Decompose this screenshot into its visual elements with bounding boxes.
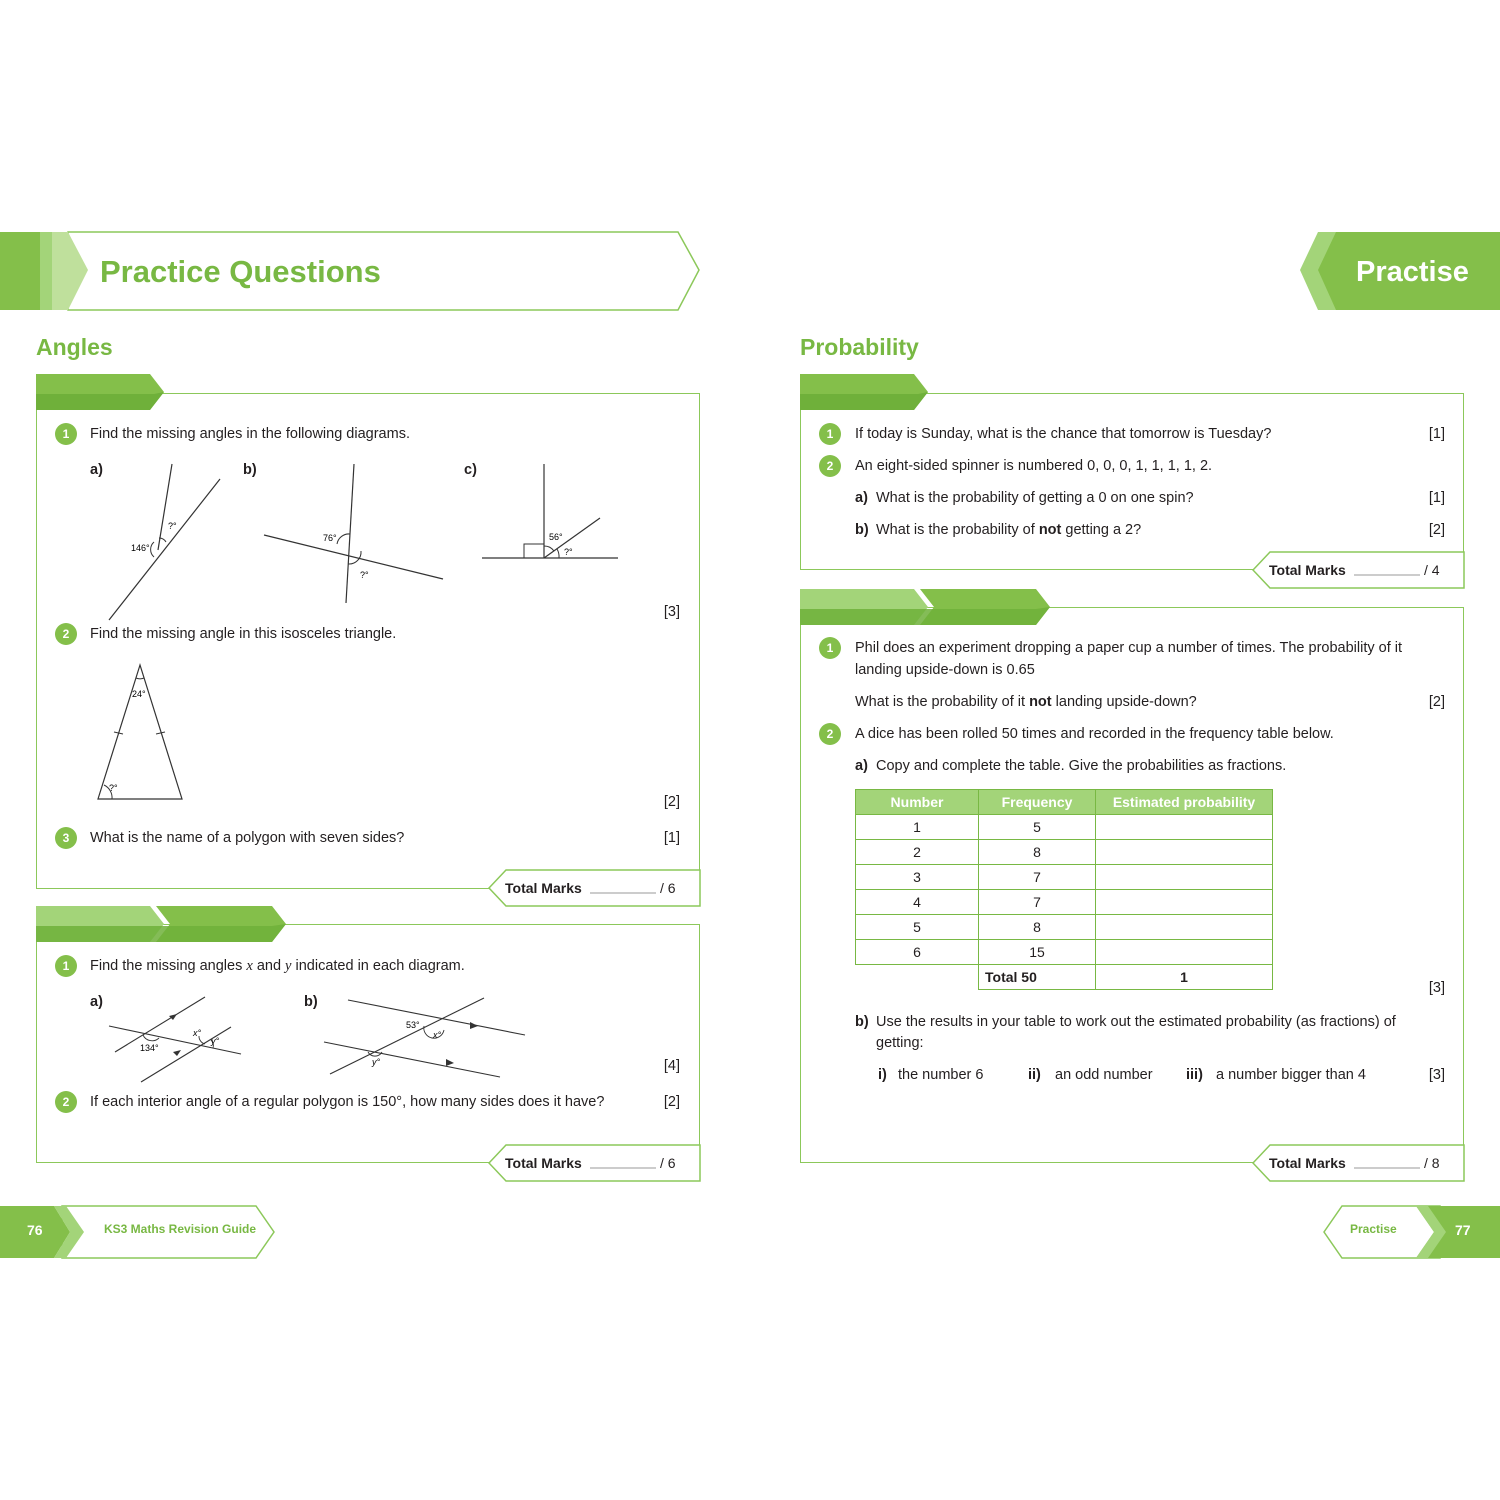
part-label: a) [855, 758, 868, 774]
total-marks-out-of: / 6 [660, 880, 676, 896]
question-text: getting: [876, 1035, 924, 1051]
table-header: Number [856, 790, 979, 815]
page-number-left: 76 [27, 1222, 43, 1238]
question-mark: [1] [1428, 490, 1445, 506]
table-total-prob: 1 [1096, 965, 1273, 990]
part-label: a) [90, 994, 103, 1010]
isosceles-triangle-diagram [90, 660, 190, 805]
question-number: 1 [55, 423, 77, 445]
question-mark: [2] [1428, 694, 1445, 710]
question-mark: [2] [663, 1094, 680, 1110]
parallel-lines-diagram-a [105, 992, 245, 1087]
question-text: What is the probability of not getting a 2? [876, 522, 1142, 538]
parallel-lines-diagram-b [320, 992, 530, 1082]
page-title: Practice Questions [100, 254, 381, 289]
question-text: the number 6 [898, 1067, 984, 1083]
question-mark: [3] [1428, 1067, 1445, 1083]
table-row: 5 8 [856, 915, 1273, 940]
practise-tab-title: Practise [1356, 256, 1469, 288]
total-marks-label: Total Marks [1269, 1155, 1346, 1171]
difficulty-tab-1 [36, 374, 166, 412]
question-number: 1 [819, 637, 841, 659]
angle-label: 146° [131, 543, 150, 553]
question-text: Find the missing angles in the following diagrams. [90, 426, 410, 442]
question-text: What is the probability of getting a 0 on one spin? [876, 490, 1194, 506]
subpart-label: ii) [1028, 1067, 1041, 1083]
question-text: What is the name of a polygon with seven sides? [90, 830, 405, 846]
part-label: b) [243, 462, 257, 478]
table-row: 2 8 [856, 840, 1273, 865]
table-total-label: Total 50 [979, 965, 1096, 990]
total-marks-label: Total Marks [505, 880, 582, 896]
question-number: 3 [55, 827, 77, 849]
subpart-label: iii) [1186, 1067, 1203, 1083]
question-text: Find the missing angle in this isosceles triangle. [90, 626, 397, 642]
section-title-probability: Probability [800, 334, 919, 360]
part-label: b) [304, 994, 318, 1010]
angle-diagram-c [478, 460, 623, 565]
question-number: 2 [819, 723, 841, 745]
angle-label: 24° [132, 689, 146, 699]
question-number: 2 [55, 1091, 77, 1113]
part-label: b) [855, 522, 869, 538]
question-number: 2 [55, 623, 77, 645]
angle-label: y° [372, 1057, 381, 1067]
difficulty-tab-1 [800, 374, 930, 412]
table-row: 3 7 [856, 865, 1273, 890]
table-row: 1 5 [856, 815, 1273, 840]
difficulty-tab-2 [800, 589, 1052, 627]
question-text: an odd number [1055, 1067, 1153, 1083]
total-marks-out-of: / 6 [660, 1155, 676, 1171]
table-header: Frequency [979, 790, 1096, 815]
angle-diagram-b [260, 460, 450, 610]
part-label: c) [464, 462, 477, 478]
subpart-label: i) [878, 1067, 887, 1083]
question-mark: [3] [1428, 980, 1445, 996]
angle-label: x° [433, 1030, 442, 1040]
question-mark: [3] [663, 604, 680, 620]
question-mark: [4] [663, 1058, 680, 1074]
question-text: If each interior angle of a regular polygon is 150°, how many sides does it have? [90, 1094, 605, 1110]
section-title-angles: Angles [36, 334, 113, 360]
question-text: landing upside-down is 0.65 [855, 662, 1035, 678]
angle-label: ?° [564, 547, 573, 557]
question-text: If today is Sunday, what is the chance that tomorrow is Tuesday? [855, 426, 1272, 442]
question-text: What is the probability of it not landing upside-down? [855, 694, 1197, 710]
question-text: Copy and complete the table. Give the probabilities as fractions. [876, 758, 1287, 774]
total-marks-out-of: / 8 [1424, 1155, 1440, 1171]
question-text: Phil does an experiment dropping a paper cup a number of times. The probability of it [855, 640, 1403, 656]
total-marks-out-of: / 4 [1424, 562, 1440, 578]
footer-book-title: KS3 Maths Revision Guide [104, 1222, 257, 1236]
table-row: 4 7 [856, 890, 1273, 915]
question-text: a number bigger than 4 [1216, 1067, 1366, 1083]
question-number: 2 [819, 455, 841, 477]
question-mark: [1] [1428, 426, 1445, 442]
right-footer-banner [1320, 1204, 1500, 1260]
angle-label: ?° [168, 521, 177, 531]
question-text: Use the results in your table to work out the estimated probability (as fractions) of [876, 1014, 1396, 1030]
question-text: An eight-sided spinner is numbered 0, 0, 0, 1, 1, 1, 1, 2. [855, 458, 1213, 474]
frequency-table [855, 789, 1273, 990]
question-number: 1 [55, 955, 77, 977]
angle-label: 56° [549, 532, 563, 542]
table-total-row [856, 965, 1273, 990]
part-label: b) [855, 1014, 869, 1030]
angle-label: 134° [140, 1043, 159, 1053]
angle-label: y° [211, 1036, 220, 1046]
angle-label: 53° [406, 1020, 420, 1030]
difficulty-tab-2 [36, 906, 288, 944]
page-number-right: 77 [1455, 1222, 1471, 1238]
angle-label: 76° [323, 533, 337, 543]
question-mark: [1] [663, 830, 680, 846]
angle-diagram-a [100, 460, 230, 625]
question-text: A dice has been rolled 50 times and recorded in the frequency table below. [855, 726, 1334, 742]
total-marks-label: Total Marks [505, 1155, 582, 1171]
angle-label: ?° [360, 570, 369, 580]
table-header: Estimated probability [1096, 790, 1273, 815]
angle-label: ?° [109, 783, 118, 793]
part-label: a) [90, 462, 103, 478]
question-number: 1 [819, 423, 841, 445]
probability-box-1 [800, 393, 1464, 570]
table-row: 6 15 [856, 940, 1273, 965]
total-marks-label: Total Marks [1269, 562, 1346, 578]
question-mark: [2] [1428, 522, 1445, 538]
question-mark: [2] [663, 794, 680, 810]
angle-label: x° [193, 1028, 202, 1038]
part-label: a) [855, 490, 868, 506]
footer-section-name: Practise [1350, 1222, 1397, 1236]
question-text: Find the missing angles x and y indicated in each diagram. [90, 958, 465, 974]
